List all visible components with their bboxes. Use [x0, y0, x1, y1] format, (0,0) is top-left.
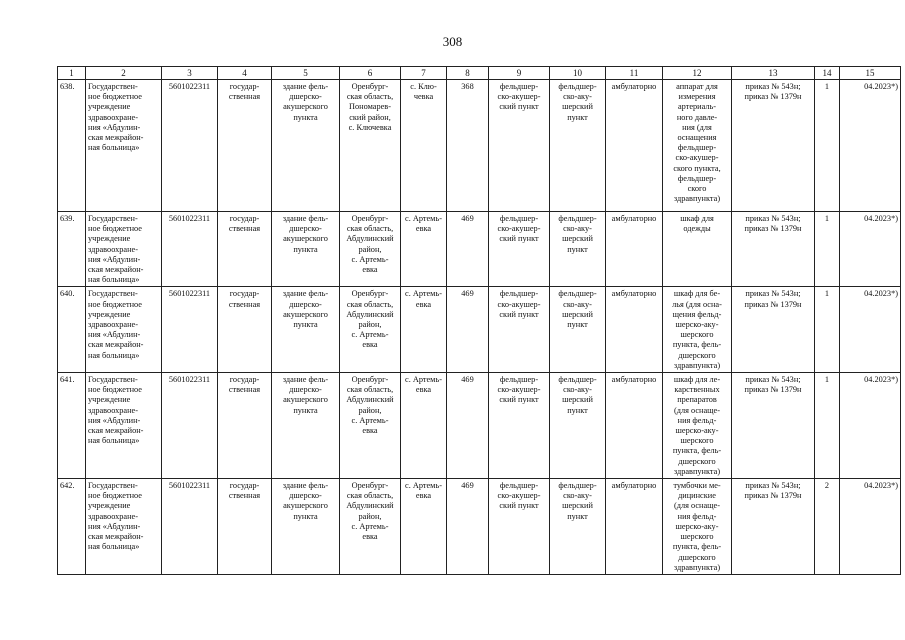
delivery-date: 04.2023*) — [840, 212, 901, 287]
organization-name: Государствен- ное бюджетное учреждение здравоохране- ния «Абдулин- ская межрайон- ная больница» — [86, 80, 162, 212]
quantity: 2 — [815, 479, 840, 575]
settlement-code: 469 — [447, 287, 489, 373]
settlement-code: 469 — [447, 373, 489, 479]
row-number: 639. — [58, 212, 86, 287]
table-row — [58, 212, 901, 287]
inn-code: 5601022311 — [162, 287, 218, 373]
column-number: 2 — [86, 67, 162, 80]
settlement-code: 469 — [447, 479, 489, 575]
address: Оренбург- ская область, Абдулинский район, с. Артемь- евка — [340, 479, 401, 575]
settlement-code: 368 — [447, 80, 489, 212]
delivery-date: 04.2023*) — [840, 373, 901, 479]
column-number-row — [58, 67, 901, 80]
facility-type: фельдшер- ско-акушер- ский пункт — [489, 373, 550, 479]
table-row — [58, 373, 901, 479]
column-number: 3 — [162, 67, 218, 80]
equipment-name: тумбочки ме- дицинские (для оснаще- ния фельд- шерско-аку- шерского пункта, фель- дшерского здравпункта) — [663, 479, 732, 575]
order-reference: приказ № 543н; приказ № 1379н — [732, 212, 815, 287]
facility-type: фельдшер- ско-акушер- ский пункт — [489, 287, 550, 373]
column-number: 5 — [272, 67, 340, 80]
column-number: 13 — [732, 67, 815, 80]
quantity: 1 — [815, 80, 840, 212]
settlement: с. Артемь- евка — [401, 212, 447, 287]
order-reference: приказ № 543н; приказ № 1379н — [732, 373, 815, 479]
equipment-name: шкаф для бе- лья (для осна- щения фельд- шерско-аку- шерского пункта, фель- дшерского здравпункта) — [663, 287, 732, 373]
column-number: 8 — [447, 67, 489, 80]
facility-type: фельдшер- ско-акушер- ский пункт — [489, 212, 550, 287]
table-row — [58, 287, 901, 373]
column-number: 4 — [218, 67, 272, 80]
delivery-date: 04.2023*) — [840, 287, 901, 373]
row-number: 641. — [58, 373, 86, 479]
organization-name: Государствен- ное бюджетное учреждение здравоохране- ния «Абдулин- ская межрайон- ная больница» — [86, 373, 162, 479]
settlement: с. Артемь- евка — [401, 373, 447, 479]
inn-code: 5601022311 — [162, 80, 218, 212]
row-number: 640. — [58, 287, 86, 373]
property-type: государ- ственная — [218, 212, 272, 287]
equipment-name: шкаф для одежды — [663, 212, 732, 287]
delivery-date: 04.2023*) — [840, 479, 901, 575]
order-reference: приказ № 543н; приказ № 1379н — [732, 479, 815, 575]
building-name: здание фель- дшерско- акушерского пункта — [272, 80, 340, 212]
settlement: с. Артемь- евка — [401, 479, 447, 575]
column-number: 10 — [550, 67, 606, 80]
facility-type: фельдшер- ско-акушер- ский пункт — [489, 80, 550, 212]
facility-type: фельдшер- ско-акушер- ский пункт — [489, 479, 550, 575]
column-number: 6 — [340, 67, 401, 80]
column-number: 9 — [489, 67, 550, 80]
delivery-date: 04.2023*) — [840, 80, 901, 212]
facility-subtype: фельдшер- ско-аку- шерский пункт — [550, 287, 606, 373]
equipment-name: аппарат для измерения артериаль- ного давле- ния (для оснащения фельдшер- ско-акушер- ского пункта, фельдшер- ского здравпункта) — [663, 80, 732, 212]
property-type: государ- ственная — [218, 479, 272, 575]
care-form: амбулаторно — [606, 373, 663, 479]
care-form: амбулаторно — [606, 287, 663, 373]
facility-subtype: фельдшер- ско-аку- шерский пункт — [550, 479, 606, 575]
table-row — [58, 80, 901, 212]
address: Оренбург- ская область, Абдулинский район, с. Артемь- евка — [340, 287, 401, 373]
facility-subtype: фельдшер- ско-аку- шерский пункт — [550, 212, 606, 287]
property-type: государ- ственная — [218, 373, 272, 479]
property-type: государ- ственная — [218, 80, 272, 212]
inn-code: 5601022311 — [162, 212, 218, 287]
care-form: амбулаторно — [606, 479, 663, 575]
inn-code: 5601022311 — [162, 373, 218, 479]
quantity: 1 — [815, 212, 840, 287]
column-number: 1 — [58, 67, 86, 80]
order-reference: приказ № 543н; приказ № 1379н — [732, 287, 815, 373]
table-row — [58, 479, 901, 575]
care-form: амбулаторно — [606, 212, 663, 287]
settlement: с. Клю- чевка — [401, 80, 447, 212]
building-name: здание фель- дшерско- акушерского пункта — [272, 373, 340, 479]
quantity: 1 — [815, 287, 840, 373]
row-number: 638. — [58, 80, 86, 212]
quantity: 1 — [815, 373, 840, 479]
order-reference: приказ № 543н; приказ № 1379н — [732, 80, 815, 212]
building-name: здание фель- дшерско- акушерского пункта — [272, 212, 340, 287]
organization-name: Государствен- ное бюджетное учреждение здравоохране- ния «Абдулин- ская межрайон- ная больница» — [86, 287, 162, 373]
building-name: здание фель- дшерско- акушерского пункта — [272, 287, 340, 373]
equipment-table — [57, 66, 901, 575]
property-type: государ- ственная — [218, 287, 272, 373]
care-form: амбулаторно — [606, 80, 663, 212]
settlement-code: 469 — [447, 212, 489, 287]
column-number: 7 — [401, 67, 447, 80]
organization-name: Государствен- ное бюджетное учреждение здравоохране- ния «Абдулин- ская межрайон- ная больница» — [86, 212, 162, 287]
address: Оренбург- ская область, Абдулинский район, с. Артемь- евка — [340, 373, 401, 479]
building-name: здание фель- дшерско- акушерского пункта — [272, 479, 340, 575]
facility-subtype: фельдшер- ско-аку- шерский пункт — [550, 373, 606, 479]
organization-name: Государствен- ное бюджетное учреждение здравоохране- ния «Абдулин- ская межрайон- ная больница» — [86, 479, 162, 575]
column-number: 15 — [840, 67, 901, 80]
facility-subtype: фельдшер- ско-аку- шерский пункт — [550, 80, 606, 212]
address: Оренбург- ская область, Абдулинский район, с. Артемь- евка — [340, 212, 401, 287]
inn-code: 5601022311 — [162, 479, 218, 575]
equipment-name: шкаф для ле- карственных препаратов (для оснаще- ния фельд- шерско-аку- шерского пункта, фель- дшерского здравпункта) — [663, 373, 732, 479]
settlement: с. Артемь- евка — [401, 287, 447, 373]
row-number: 642. — [58, 479, 86, 575]
column-number: 14 — [815, 67, 840, 80]
column-number: 11 — [606, 67, 663, 80]
page-number: 308 — [442, 34, 463, 49]
column-number: 12 — [663, 67, 732, 80]
address: Оренбург- ская область, Пономарев- ский район, с. Ключевка — [340, 80, 401, 212]
